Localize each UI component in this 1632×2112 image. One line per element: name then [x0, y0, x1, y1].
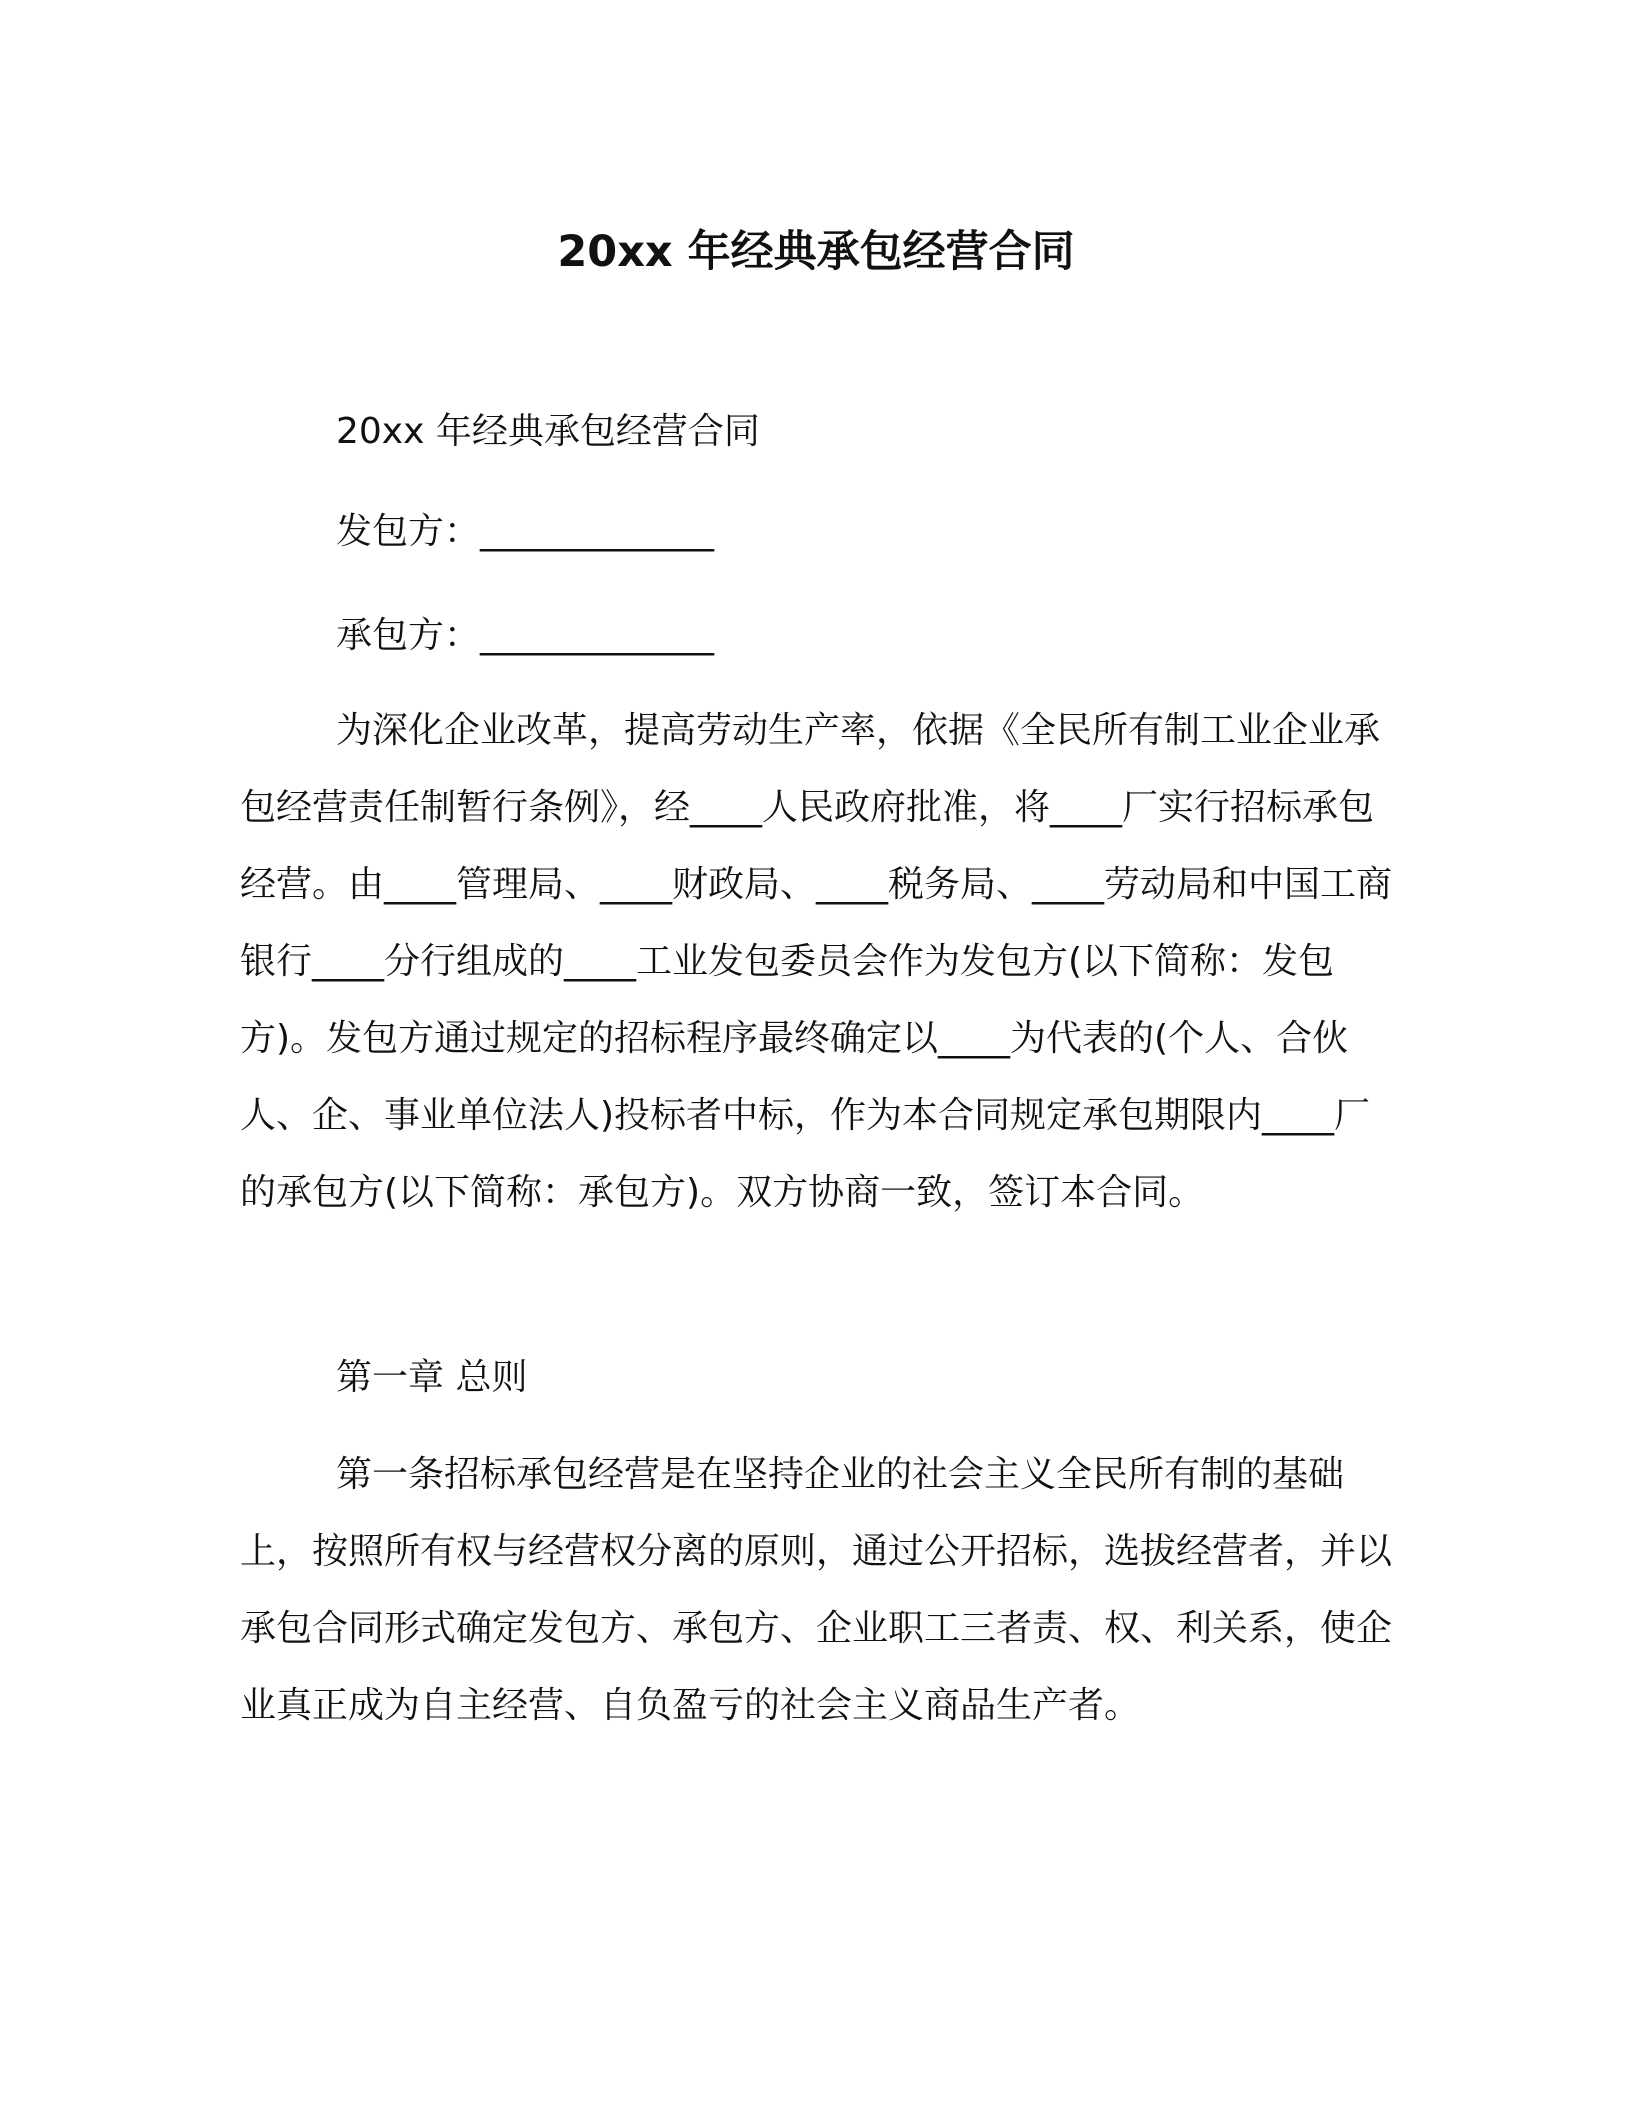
article-one-paragraph: 第一条招标承包经营是在坚持企业的社会主义全民所有制的基础上，按照所有权与经营权分离的原则，通过公开招标，选拔经营者，并以承包合同形式确定发包方、承包方、企业职工三者责、权、利关系，使企业真正成为自主经营、自负盈亏的社会主义商品生产者。: [240, 1454, 1393, 1726]
document-title: 20xx 年经典承包经营合同: [557, 227, 1075, 277]
party-b-line: 承包方：_____________: [336, 615, 715, 656]
contract-subtitle: 20xx 年经典承包经营合同: [336, 411, 760, 452]
chapter-heading: 第一章 总则: [336, 1357, 528, 1398]
party-a-line: 发包方：_____________: [336, 511, 715, 552]
intro-paragraph: 为深化企业改革，提高劳动生产率，依据《全民所有制工业企业承包经营责任制暂行条例》，经____人民政府批准，将____厂实行招标承包经营。由____管理局、____财政局、____税务局、____劳动局和中国工商银行____分行组成的____工业发包委员会作为发包方(以下简称：发包方)。发包方通过规定的招标程序最终确定以____为代表的(个人、合伙人、企、事业单位法人)投标者中标，作为本合同规定承包期限内____厂的承包方(以下简称：承包方)。双方协商一致，签订本合同。: [240, 710, 1393, 1213]
